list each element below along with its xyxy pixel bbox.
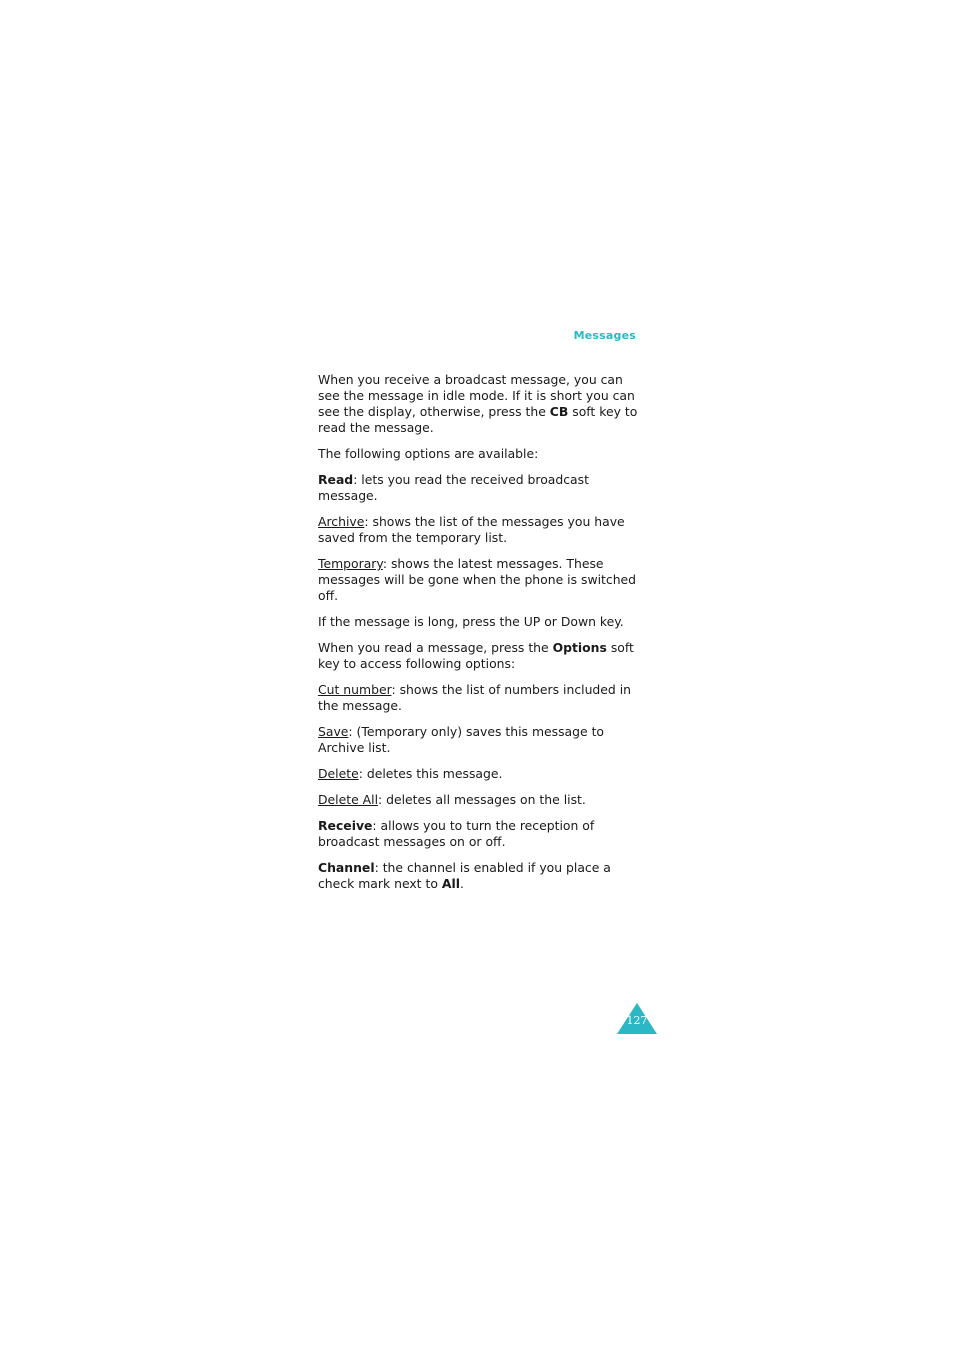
read-options-text-end: soft key to access following options: (318, 640, 634, 671)
option-archive-term: Archive (318, 514, 365, 529)
long-message-note: If the message is long, press the UP or Down key. (318, 614, 624, 629)
option-temporary-term: Temporary (318, 556, 383, 571)
option-temporary (318, 556, 640, 604)
option-channel (318, 860, 640, 892)
option-delete-all-term: Delete All (318, 792, 379, 807)
option-archive-desc: : shows the list of the messages you have saved from the temporary list. (318, 514, 625, 545)
option-receive (318, 818, 640, 850)
option-receive-term: Receive (318, 818, 373, 833)
option-read-desc: : lets you read the received broadcast message. (318, 472, 589, 503)
option-save-term: Save (318, 724, 349, 739)
cb-key: CB (549, 404, 569, 419)
page-content (318, 372, 640, 902)
option-delete-all (318, 792, 640, 808)
option-read-term: Read (318, 472, 354, 487)
option-channel-desc: : the channel is enabled if you place a check mark next to (318, 860, 611, 891)
section-header: Messages (573, 329, 636, 342)
option-cut-number-desc: : shows the list of numbers included in the message. (318, 682, 632, 713)
option-delete (318, 766, 640, 782)
option-cut-number (318, 682, 640, 714)
page-number: 127 (626, 1014, 648, 1027)
all-key: All (441, 876, 460, 891)
option-channel-end: . (459, 876, 464, 891)
option-delete-all-desc: : deletes all messages on the list. (378, 792, 586, 807)
read-options-text: When you read a message, press the (318, 640, 553, 655)
read-options-paragraph (318, 640, 640, 672)
option-receive-desc: : allows you to turn the reception of broadcast messages on or off. (318, 818, 595, 849)
options-key: Options (552, 640, 607, 655)
option-delete-desc: : deletes this message. (358, 766, 503, 781)
intro-text: When you receive a broadcast message, you can see the message in idle mode. If it is short you can see the display, otherwise, press the (318, 372, 635, 419)
option-temporary-desc: : shows the latest messages. These messages will be gone when the phone is switched off. (318, 556, 637, 603)
page-number-marker (617, 1003, 657, 1034)
option-save (318, 724, 640, 756)
intro-paragraph (318, 372, 640, 436)
option-delete-term: Delete (318, 766, 359, 781)
option-channel-term: Channel (318, 860, 375, 875)
option-read (318, 472, 640, 504)
options-intro: The following options are available: (318, 446, 539, 461)
option-cut-number-term: Cut number (318, 682, 392, 697)
option-save-desc: : (Temporary only) saves this message to Archive list. (318, 724, 605, 755)
option-archive (318, 514, 640, 546)
intro-text-end: soft key to read the message. (318, 404, 638, 435)
